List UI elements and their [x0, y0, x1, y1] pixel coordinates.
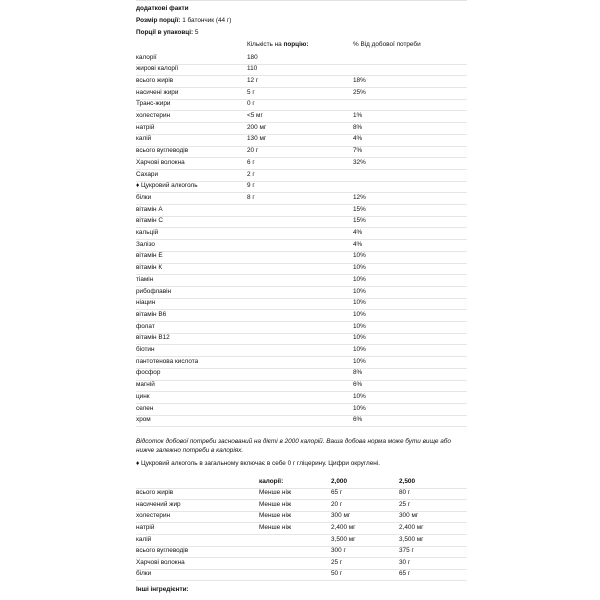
servings-value: 5 — [193, 29, 199, 36]
daily-nutrient-name: всього жирів — [136, 489, 174, 497]
nutrient-name: кальцій — [136, 229, 159, 236]
facts-row — [136, 415, 467, 428]
nutrient-daily-value: 10% — [353, 275, 366, 283]
sugar-alcohol-note: ♦ Цукровий алкоголь в загальному включає в себе 0 г гліцерину. Цифри округлені. — [136, 460, 380, 467]
nutrient-name: фосфор — [136, 369, 161, 377]
nutrient-daily-value: 4% — [353, 135, 363, 143]
daily-value-2500: 300 мг — [399, 512, 419, 520]
nutrient-daily-value: 10% — [353, 404, 366, 412]
nutrient-name: калорії — [136, 53, 157, 61]
daily-nutrient-name: холестерин — [136, 512, 171, 520]
nutrient-amount: 6 г — [247, 158, 255, 166]
nutrient-daily-value: 1% — [353, 112, 363, 119]
nutrient-name: Залізо — [136, 240, 155, 248]
nutrient-name: Сахари — [136, 170, 159, 178]
nutrient-daily-value: 8% — [353, 369, 363, 377]
daily-value-2500: 25 г — [399, 500, 411, 508]
daily-value-2500: 30 г — [399, 558, 411, 566]
daily-value-2500: 3,500 мг — [399, 535, 424, 543]
daily-nutrient-name: білки — [136, 570, 152, 578]
daily-qualifier: Менше ніж — [259, 489, 292, 497]
daily-header-2500: 2,500 — [399, 477, 415, 485]
nutrient-name: тіамін — [136, 275, 154, 283]
nutrient-daily-value: 25% — [353, 88, 366, 96]
serving-size-bold: порції: — [159, 17, 181, 24]
nutrient-daily-value: 7% — [353, 147, 363, 155]
nutrient-daily-value: 10% — [353, 392, 366, 400]
nutrient-name: калій — [136, 135, 152, 143]
other-ingredients-heading: Інші інгредієнти: — [136, 586, 189, 593]
daily-header-calories: калорії: — [259, 477, 284, 485]
daily-nutrient-name: насичений жир — [136, 500, 181, 508]
nutrient-name: ♦ Цукровий алкоголь — [136, 182, 198, 190]
daily-value-2000: 25 г — [331, 558, 343, 566]
nutrient-daily-value: 10% — [353, 310, 366, 318]
nutrient-amount: 130 мг — [247, 135, 267, 143]
nutrient-daily-value: 15% — [353, 217, 366, 225]
nutrient-name: вітамін А — [136, 205, 163, 213]
nutrient-name: білки — [136, 193, 152, 201]
nutrient-name: біотин — [136, 346, 155, 353]
nutrient-daily-value: 32% — [353, 158, 366, 166]
amount-header-bold: порцію: — [283, 41, 309, 48]
daily-value-2500: 80 г — [399, 489, 411, 497]
nutrient-name: вітамін С — [136, 217, 163, 225]
nutrient-daily-value: 4% — [353, 229, 363, 236]
nutrient-amount: 20 г — [247, 147, 259, 155]
nutrient-daily-value: 8% — [353, 123, 363, 131]
nutrient-daily-value: 10% — [353, 322, 366, 330]
daily-value-2000: 300 мг — [331, 512, 351, 520]
nutrient-daily-value: 10% — [353, 264, 366, 272]
nutrient-daily-value: 4% — [353, 240, 363, 248]
nutrient-name: магній — [136, 381, 155, 389]
daily-value-footnote: Відсоток добової потреби заснований на дієті в 2000 калорій. Ваша добова норма може бути вище або нижче залежно потреби в калоріях. — [136, 438, 451, 454]
servings-per-container — [136, 29, 198, 36]
nutrient-amount: 2 г — [247, 170, 255, 178]
nutrient-daily-value: 6% — [353, 416, 363, 424]
daily-value-2500: 2,400 мг — [399, 523, 424, 531]
nutrient-name: вітамін К — [136, 264, 163, 272]
servings-label: Порції в упаковці: — [136, 29, 194, 36]
daily-value-2500: 375 г — [399, 547, 414, 555]
daily-nutrient-name: Харчові волокна — [136, 558, 185, 566]
nutrient-name: всього жирів — [136, 76, 174, 84]
nutrient-name: холестерин — [136, 112, 171, 119]
nutrient-amount: 8 г — [247, 193, 255, 201]
serving-size-value: 1 батончик (44 г) — [180, 17, 232, 24]
nutrient-daily-value: 12% — [353, 193, 366, 201]
daily-value-2000: 65 г — [331, 489, 343, 497]
serving-size-label: Розмір — [136, 17, 160, 24]
nutrient-name: пантотенова кислота — [136, 357, 199, 365]
daily-value-2000: 3,500 мг — [331, 535, 356, 543]
nutrient-daily-value: 15% — [353, 205, 366, 213]
nutrient-name: насичені жири — [136, 88, 179, 96]
daily-value-2000: 50 г — [331, 570, 343, 578]
nutrient-name: всього вуглеводів — [136, 147, 189, 155]
daily-value-2000: 2,400 мг — [331, 523, 356, 531]
column-amount-header — [247, 41, 308, 48]
nutrient-daily-value: 6% — [353, 381, 363, 389]
nutrient-amount: 180 — [247, 53, 258, 61]
nutrient-name: ніацин — [136, 299, 156, 307]
nutrient-daily-value: 10% — [353, 346, 366, 353]
nutrient-name: вітамін Е — [136, 252, 163, 260]
daily-qualifier: Менше ніж — [259, 512, 292, 520]
nutrient-amount: 110 — [247, 65, 258, 73]
nutrient-name: селен — [136, 404, 154, 412]
nutrient-name: вітамін В12 — [136, 334, 170, 342]
nutrient-daily-value: 10% — [353, 299, 366, 307]
nutrient-name: фолат — [136, 322, 155, 330]
nutrient-daily-value: 10% — [353, 334, 366, 342]
daily-nutrient-name: натрій — [136, 523, 155, 531]
daily-value-2000: 300 г — [331, 547, 346, 555]
nutrient-amount: 0 г — [247, 100, 255, 108]
column-dv-header: % Від добової потреби — [353, 41, 421, 48]
panel-title: додаткові факти — [136, 5, 189, 12]
daily-qualifier: Менше ніж — [259, 523, 292, 531]
nutrient-name: Харчові волокна — [136, 158, 185, 166]
daily-value-2500: 65 г — [399, 570, 411, 578]
nutrient-name: рибофлавін — [136, 287, 172, 295]
daily-nutrient-name: калій — [136, 535, 152, 543]
nutrient-amount: <5 мг — [247, 112, 263, 119]
nutrient-daily-value: 18% — [353, 76, 366, 84]
daily-row — [136, 569, 467, 582]
daily-header-2000: 2,000 — [331, 477, 347, 485]
nutrient-daily-value: 10% — [353, 357, 366, 365]
nutrient-amount: 9 г — [247, 182, 255, 190]
nutrient-name: натрій — [136, 123, 155, 131]
daily-value-2000: 20 г — [331, 500, 343, 508]
nutrient-daily-value: 10% — [353, 287, 366, 295]
nutrient-name: вітамін В6 — [136, 310, 167, 318]
nutrient-name: хром — [136, 416, 151, 424]
nutrient-amount: 12 г — [247, 76, 259, 84]
nutrient-name: Транс-жири — [136, 100, 171, 108]
daily-qualifier: Менше ніж — [259, 500, 292, 508]
nutrient-amount: 200 мг — [247, 123, 267, 131]
nutrient-amount: 5 г — [247, 88, 255, 96]
nutrient-name: цинк — [136, 392, 150, 400]
amount-header-prefix: Кількість на — [247, 41, 284, 48]
nutrient-name: жирові калорії — [136, 65, 179, 73]
nutrient-daily-value: 10% — [353, 252, 366, 260]
serving-size — [136, 17, 231, 24]
daily-nutrient-name: всього вуглеводів — [136, 547, 189, 555]
top-divider — [136, 0, 467, 1]
